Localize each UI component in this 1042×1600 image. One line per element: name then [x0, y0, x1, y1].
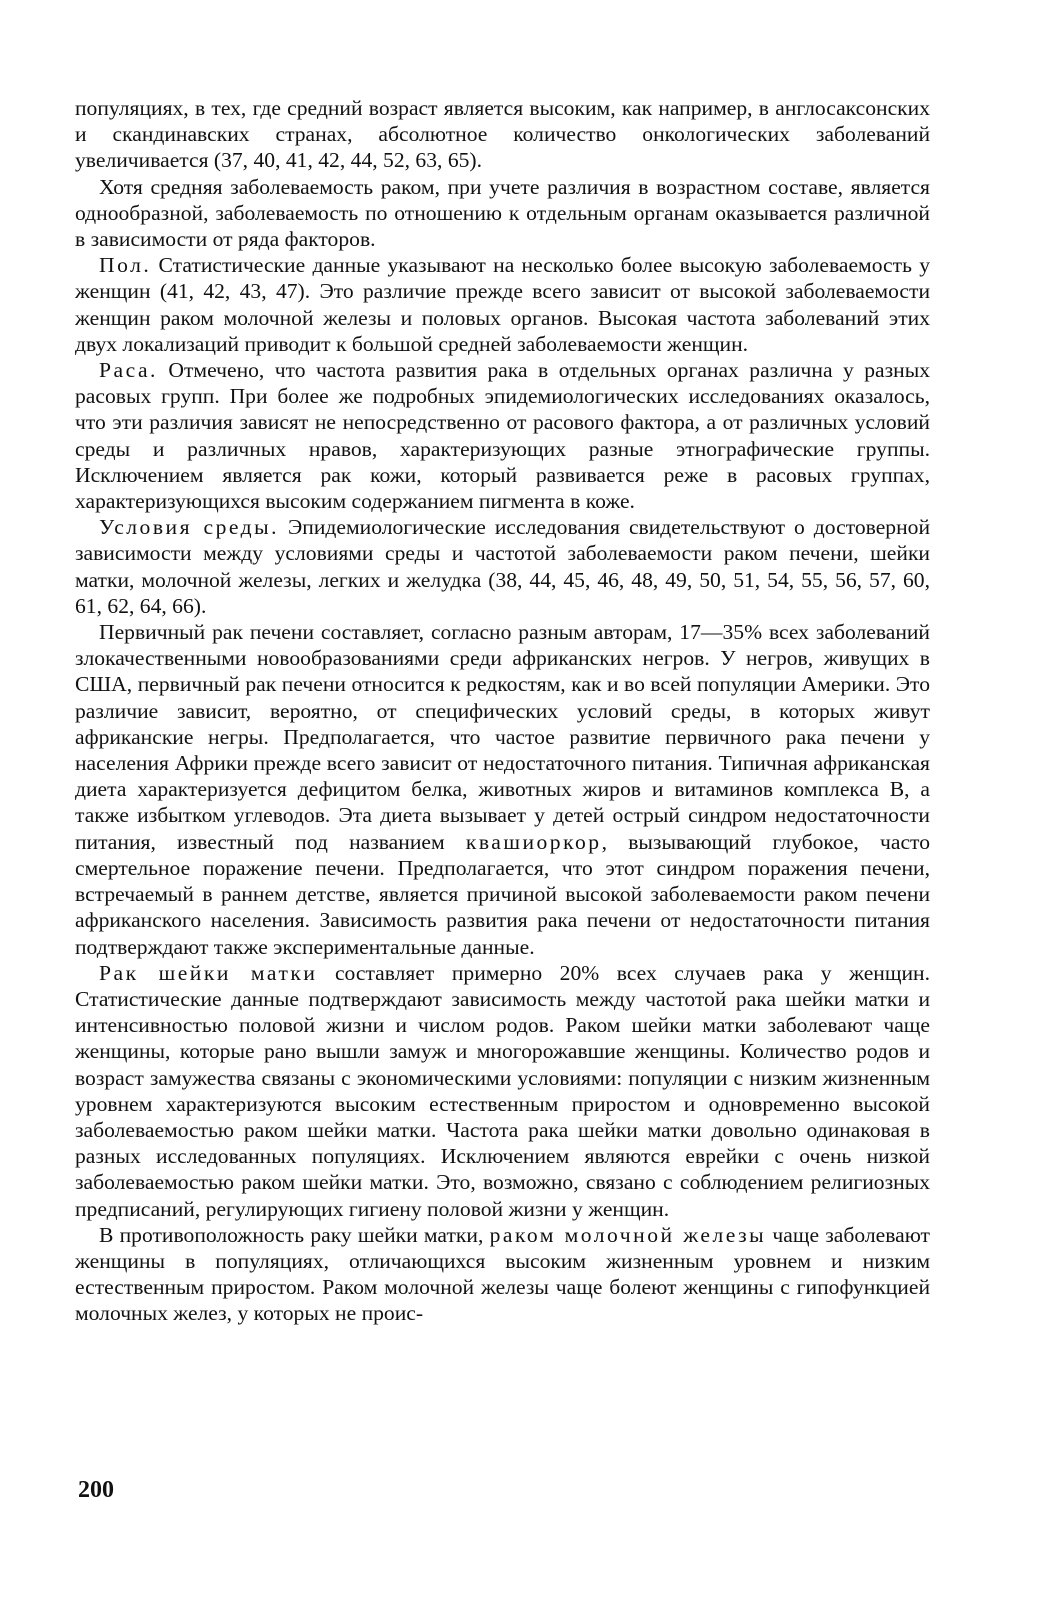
paragraph-race: [75, 357, 930, 514]
paragraph-text-continued: , вызывающий глубокое, часто смертельное поражение печени. Предполагается, что этот синдром поражения печени, встречаемый в раннем детстве, является причиной высокой заболеваемости раком печени африканского населения. Зависимость развития рака печени от недостаточности питания подтверждают также экспериментальные данные.: [75, 829, 930, 959]
paragraph: [75, 174, 930, 253]
spaced-term-breast-cancer: раком молочной железы: [489, 1222, 767, 1247]
section-heading-cervical-cancer: Рак шейки матки: [99, 960, 318, 985]
paragraph-breast-cancer: [75, 1222, 930, 1327]
page-text: [75, 95, 930, 1327]
paragraph-text: В противоположность раку шейки матки,: [99, 1222, 490, 1247]
paragraph-text: составляет примерно 20% всех случаев рака у женщин. Статистические данные подтверждают зависимость между частотой рака шейки матки и интенсивностью половой жизни и числом родов. Раком шейки матки заболевают чаще женщины, которые рано вышли замуж и многорожавшие женщины. Количество родов и возраст замужества связаны с экономическими условиями: популяции с низким жизненным уровнем характеризуются высоким естественным приростом и одновременно высокой заболеваемостью раком шейки матки. Частота рака шейки матки довольно одинаковая в разных исследованных популяциях. Исключением являются еврейки с очень низкой заболеваемостью раком шейки матки. Это, возможно, связано с соблюдением религиозных предписаний, регулирующих гигиену половой жизни у женщин.: [75, 960, 930, 1221]
page-number: 200: [78, 1477, 114, 1503]
section-heading-environment: Условия среды.: [99, 515, 280, 540]
paragraph-environment: [75, 514, 930, 619]
spaced-term-kwashiorkor: квашиоркор: [465, 829, 602, 854]
paragraph-text: Отмечено, что частота развития рака в отдельных органах различна у разных расовых групп. При более же подробных эпидемиологических исследованиях оказалось, что эти различия зависят не непосредственно от расового фактора, а от различных условий среды и различных нравов, характеризующих разные этнографические группы. Исключением является рак кожи, который развивается реже в расовых группах, характеризующихся высоким содержанием пигмента в коже.: [75, 358, 930, 514]
paragraph-text: Хотя средняя заболеваемость раком, при учете различия в возрастном составе, является однообразной, заболеваемость по отношению к отдельным органам оказывается различной в зависимости от ряда факторов.: [75, 174, 930, 252]
paragraph-continuation: [75, 95, 930, 174]
paragraph-text: Статистические данные указывают на несколько более высокую заболеваемость у женщин (41, 42, 43, 47). Это различие прежде всего зависит от высокой заболеваемости женщин раком молочной железы и половых органов. Высокая частота заболеваний этих двух локализаций приводит к большой средней заболеваемости женщин.: [75, 253, 930, 356]
paragraph-sex: [75, 252, 930, 357]
paragraph-text-continued: чаще заболевают женщины в популяциях, отличающихся высоким жизненным уровнем и низким естественным приростом. Раком молочной железы чаще болеют женщины с гипофункцией молочных желез, у которых не проис-: [75, 1222, 930, 1326]
paragraph-text: популяциях, в тех, где средний возраст является высоким, как например, в англосаксонских и скандинавских странах, абсолютное количество онкологических заболеваний увеличивается (37, 40, 41, 42, 44, 52, 63, 65).: [75, 96, 930, 173]
paragraph-text: Первичный рак печени составляет, согласно разным авторам, 17—35% всех заболеваний злокачественными новообразованиями среди африканских негров. У негров, живущих в США, первичный рак печени относится к редкостям, как и во всей популяции Америки. Это различие зависит, вероятно, от специфических условий среды, в которых живут африканские негры. Предполагается, что частое развитие первичного рака печени у населения Африки прежде всего зависит от недостаточного питания. Типичная африканская диета характеризуется дефицитом белка, животных жиров и витаминов комплекса В, а также избытком углеводов. Эта диета вызывает у детей острый синдром недостаточности питания, известный под названием: [75, 620, 930, 854]
section-heading-sex: Пол.: [99, 253, 152, 278]
paragraph-liver-cancer: [75, 619, 930, 960]
section-heading-race: Раса.: [99, 358, 158, 383]
paragraph-cervical-cancer: [75, 960, 930, 1222]
paragraph-text: Эпидемиологические исследования свидетельствуют о достоверной зависимости между условиями среды и частотой заболеваемости раком печени, шейки матки, молочной железы, легких и желудка (38, 44, 45, 46, 48, 49, 50, 51, 54, 55, 56, 57, 60, 61, 62, 64, 66).: [75, 515, 930, 618]
